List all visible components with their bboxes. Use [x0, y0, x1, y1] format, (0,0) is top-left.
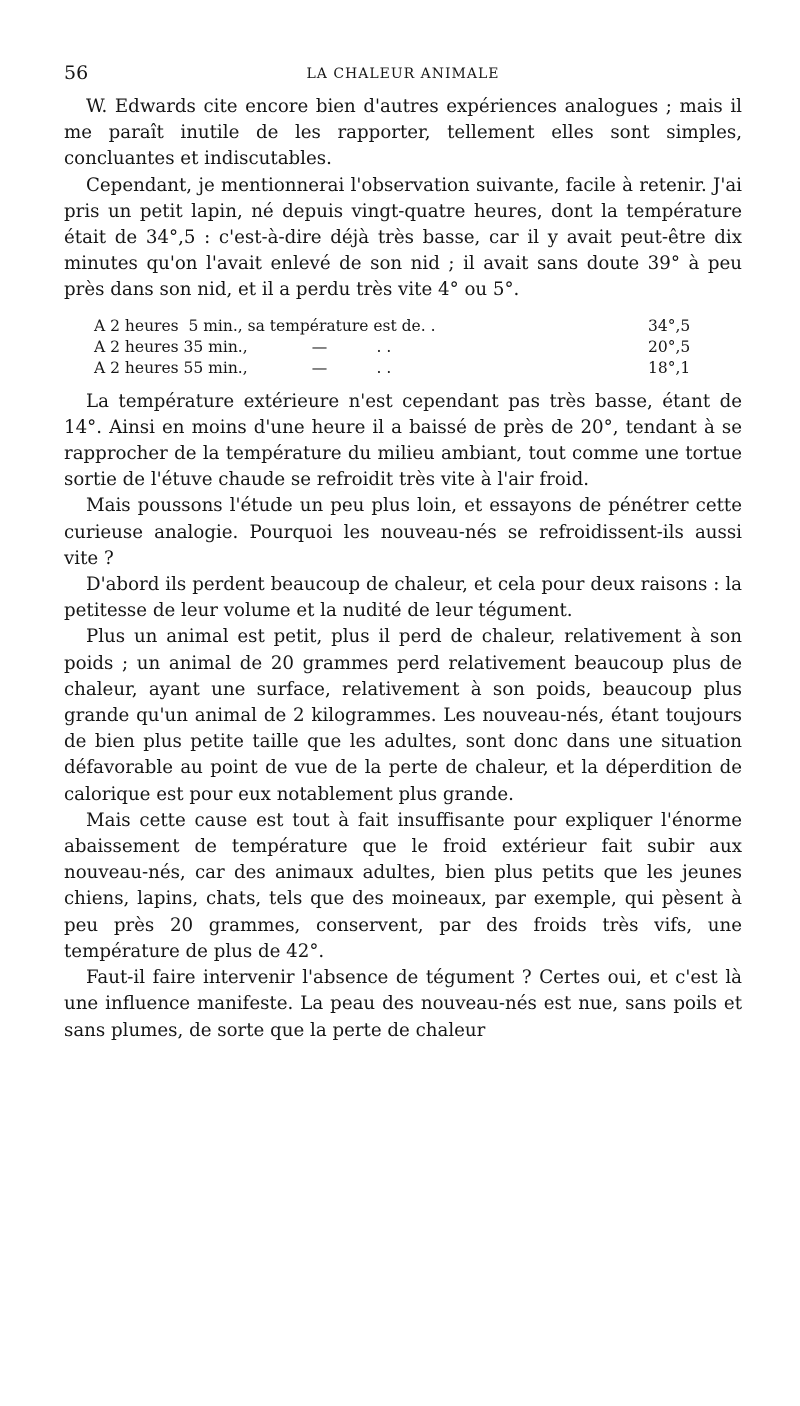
- paragraph-edwards: W. Edwards cite encore bien d'autres expériences analogues ; mais il me paraît inutile de les rapporter, tellement elles sont simples, concluantes et indiscutables.: [64, 96, 742, 170]
- page-header: [64, 58, 742, 94]
- paragraph-exterior-temperature: La température extérieure n'est cependant pas très basse, étant de 14°. Ainsi en moins d'une heure il a baissé de près de 20°, tendant à se rapprocher de la température du milieu ambiant, tout comme une tortue sortie de l'étuve chaude se refroidit très vite à l'air froid.: [64, 390, 742, 491]
- paragraph-tegument: Faut-il faire intervenir l'absence de tégument ? Certes oui, et c'est là une influence manifeste. La peau des nouveau-nés est nue, sans poils et sans plumes, de sorte que la perte de chaleur: [64, 967, 742, 1041]
- running-title: LA CHALEUR ANIMALE: [306, 66, 500, 82]
- reading-label: A 2 heures 55 min., — . .: [94, 358, 392, 377]
- reading-row: [94, 316, 704, 337]
- reading-label: A 2 heures 5 min., sa température est de. .: [94, 316, 436, 335]
- page-number: 56: [64, 62, 89, 84]
- book-page: [0, 58, 800, 1406]
- paragraph-observation: Cependant, je mentionnerai l'observation suivante, facile à retenir. J'ai pris un petit lapin, né depuis vingt-quatre heures, dont la température était de 34°,5 : c'est-à-dire déjà très basse, car il y avait peut-être dix minutes qu'on l'avait enlevé de son nid ; il avait sans doute 39° à peu près dans son nid, et il a perdu très vite 4° ou 5°.: [64, 174, 742, 301]
- body-text: [64, 94, 742, 1044]
- reading-value: 20°,5: [648, 337, 691, 356]
- reading-row: [94, 337, 704, 358]
- reading-label: A 2 heures 35 min., — . .: [94, 337, 392, 356]
- reading-row: [94, 358, 704, 379]
- reading-value: 34°,5: [648, 316, 691, 335]
- paragraph-two-reasons: D'abord ils perdent beaucoup de chaleur, et cela pour deux raisons : la petitesse de leur volume et la nudité de leur tégument.: [64, 574, 742, 622]
- paragraph-size: Plus un animal est petit, plus il perd de chaleur, relativement à son poids ; un animal de 20 grammes perd relativement beaucoup plus de chaleur, ayant une surface, relativement à son poids, beaucoup plus grande qu'un animal de 2 kilogrammes. Les nouveau-nés, étant toujours de bien plus petite taille que les adultes, sont donc dans une situation défavorable au point de vue de la perte de chaleur, et la déperdition de calorique est pour eux notablement plus grande.: [64, 626, 742, 805]
- paragraph-analogy: Mais poussons l'étude un peu plus loin, et essayons de pénétrer cette curieuse analogie. Pourquoi les nouveau-nés se refroidissent-ils aussi vite ?: [64, 495, 742, 569]
- paragraph-insufficient-cause: Mais cette cause est tout à fait insuffisante pour expliquer l'énorme abaissement de température que le froid extérieur fait subir aux nouveau-nés, car des animaux adultes, bien plus petits que les jeunes chiens, lapins, chats, tels que des moineaux, par exemple, qui pèsent à peu près 20 grammes, conservent, par des froids très vifs, une température de plus de 42°.: [64, 809, 742, 962]
- temperature-readings: [64, 316, 742, 379]
- reading-value: 18°,1: [648, 358, 691, 377]
